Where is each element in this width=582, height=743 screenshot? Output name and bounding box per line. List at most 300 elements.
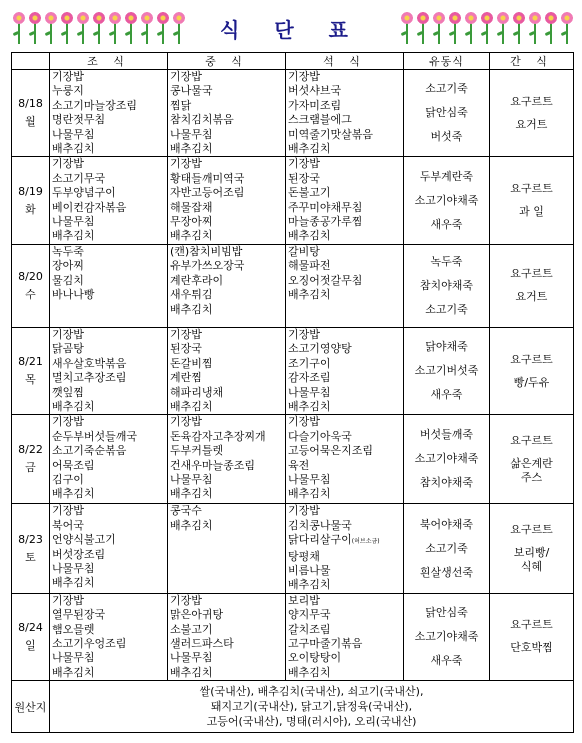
menu-item bbox=[168, 328, 285, 342]
menu-item-text: 배추김치 bbox=[170, 665, 213, 679]
menu-item-text: 조기구이 bbox=[288, 356, 331, 370]
menu-item bbox=[168, 430, 285, 444]
date-cell bbox=[12, 593, 50, 680]
menu-item bbox=[286, 666, 403, 680]
liquid-item: 두부계란죽 bbox=[419, 169, 474, 183]
menu-item-text: 기장밥 bbox=[170, 415, 202, 429]
date: 8/23 bbox=[18, 532, 43, 546]
liquid-cell bbox=[404, 504, 490, 593]
menu-item bbox=[286, 623, 403, 637]
menu-item bbox=[50, 172, 167, 186]
menu-item-text: 바나나빵 bbox=[52, 288, 95, 302]
menu-item-text: 미역줄기맛살볶음 bbox=[288, 127, 374, 141]
menu-item bbox=[168, 400, 285, 414]
menu-item bbox=[168, 594, 285, 608]
flower-icon bbox=[432, 10, 446, 44]
snack-item: 식혜 bbox=[520, 560, 543, 574]
menu-item bbox=[286, 578, 403, 592]
menu-item bbox=[50, 201, 167, 215]
menu-item bbox=[168, 608, 285, 622]
menu-item bbox=[168, 128, 285, 142]
menu-item-text: 멸치고추장조림 bbox=[52, 371, 127, 385]
menu-item-text: 버섯샤브국 bbox=[288, 84, 342, 98]
menu-item-text: 김구이 bbox=[52, 472, 84, 486]
menu-item bbox=[50, 342, 167, 356]
menu-item bbox=[50, 400, 167, 414]
menu-item-text: 배추김치 bbox=[288, 578, 331, 592]
menu-item-text: 배추김치 bbox=[288, 288, 331, 302]
menu-item bbox=[168, 113, 285, 127]
menu-item bbox=[286, 519, 403, 533]
flower-icon bbox=[560, 10, 574, 44]
menu-item-text: 기장밥 bbox=[288, 415, 320, 429]
origin-line: 고등어(국내산), 명태(러시아), 오리(국내산) bbox=[206, 715, 417, 729]
menu-item-text: 갈비탕 bbox=[288, 244, 320, 258]
menu-item-text: 보리밥 bbox=[288, 593, 320, 607]
liquid-item: 참치야채죽 bbox=[419, 278, 474, 292]
liquid-item: 소고기야채죽 bbox=[414, 452, 479, 466]
date: 8/18 bbox=[18, 97, 43, 111]
menu-item-text: 나물무침 bbox=[170, 651, 213, 665]
menu-item-text: 탕평채 bbox=[288, 549, 320, 563]
menu-item bbox=[286, 594, 403, 608]
menu-item-text: 마늘종공가루찜 bbox=[288, 215, 363, 229]
snack-item: 요구르트 bbox=[510, 182, 553, 196]
menu-item-text: 해물파전 bbox=[288, 259, 331, 273]
menu-item-text: 가자미조림 bbox=[288, 98, 342, 112]
date-cell bbox=[12, 504, 50, 593]
menu-item-text: 배추김치 bbox=[170, 302, 213, 316]
menu-item bbox=[286, 533, 403, 549]
day-row bbox=[12, 327, 574, 414]
menu-item bbox=[286, 274, 403, 288]
menu-item-text: 기장밥 bbox=[288, 327, 320, 341]
menu-item-text: 어묵조림 bbox=[52, 458, 95, 472]
snack-cell bbox=[490, 593, 574, 680]
menu-item bbox=[286, 357, 403, 371]
menu-item-text: 기장밥 bbox=[52, 504, 84, 518]
menu-item bbox=[50, 215, 167, 229]
menu-item-text: 배추김치 bbox=[170, 142, 213, 156]
menu-item bbox=[50, 459, 167, 473]
menu-item bbox=[286, 400, 403, 414]
menu-table bbox=[11, 52, 574, 733]
menu-item bbox=[50, 473, 167, 487]
origin-row bbox=[12, 681, 574, 733]
menu-item bbox=[286, 487, 403, 501]
date-cell bbox=[12, 70, 50, 157]
menu-item-text: 북어국 bbox=[52, 518, 84, 532]
date: 8/19 bbox=[18, 184, 43, 198]
header-snack: 간 식 bbox=[490, 53, 574, 70]
weekday: 토 bbox=[25, 550, 36, 564]
menu-item-text: 김치콩나물국 bbox=[288, 518, 352, 532]
date-cell bbox=[12, 244, 50, 327]
menu-item bbox=[168, 519, 285, 533]
menu-item-text: 기장밥 bbox=[170, 593, 202, 607]
menu-item bbox=[50, 608, 167, 622]
menu-item-text: 참치김치볶음 bbox=[170, 113, 234, 127]
menu-item bbox=[168, 473, 285, 487]
liquid-item: 소고기죽 bbox=[425, 541, 468, 555]
menu-item bbox=[286, 259, 403, 273]
menu-item bbox=[50, 637, 167, 651]
liquid-item: 새우죽 bbox=[430, 217, 463, 231]
menu-item-text: 나물무침 bbox=[288, 385, 331, 399]
menu-item-text: 황태들깨미역국 bbox=[170, 171, 245, 185]
menu-item-text: 된장국 bbox=[170, 342, 202, 356]
header-dinner: 석 식 bbox=[286, 53, 404, 70]
breakfast-cell bbox=[50, 157, 168, 244]
menu-item bbox=[168, 444, 285, 458]
menu-item bbox=[168, 371, 285, 385]
menu-item-text: 배추김치 bbox=[52, 665, 95, 679]
menu-item bbox=[286, 172, 403, 186]
snack-item: 보리빵/ bbox=[513, 546, 550, 560]
menu-item bbox=[50, 623, 167, 637]
menu-item-text: 배추김치 bbox=[288, 665, 331, 679]
liquid-cell bbox=[404, 157, 490, 244]
snack-item: 요구르트 bbox=[510, 94, 553, 108]
snack-item: 요거트 bbox=[515, 117, 548, 131]
origin-line: 쌀(국내산), 배추김치(국내산), 쇠고기(국내산), bbox=[199, 685, 424, 699]
lunch-cell bbox=[168, 327, 286, 414]
menu-item-text: 주꾸미야채무침 bbox=[288, 200, 363, 214]
menu-item-text: 두부양념구이 bbox=[52, 186, 116, 200]
day-row bbox=[12, 157, 574, 244]
menu-item bbox=[286, 473, 403, 487]
dinner-cell bbox=[286, 327, 404, 414]
menu-item bbox=[168, 186, 285, 200]
menu-item-text: (캔)참치비빔밥 bbox=[170, 244, 243, 258]
liquid-item: 새우죽 bbox=[430, 388, 463, 402]
menu-item-text: 배추김치 bbox=[52, 142, 95, 156]
flower-icon bbox=[512, 10, 526, 44]
menu-item-text: 오징어젓갈무침 bbox=[288, 273, 363, 287]
liquid-item: 버섯들깨죽 bbox=[419, 428, 474, 442]
menu-item-text: 버섯장조림 bbox=[52, 547, 106, 561]
menu-item-text: 기장밥 bbox=[52, 415, 84, 429]
menu-item-text: 스크램블에그 bbox=[288, 113, 352, 127]
snack-item: 요구르트 bbox=[510, 523, 553, 537]
menu-item-text: 녹두죽 bbox=[52, 244, 84, 258]
menu-item bbox=[286, 229, 403, 243]
flower-icon bbox=[528, 10, 542, 44]
menu-item-text: 배추김치 bbox=[170, 229, 213, 243]
menu-item bbox=[50, 288, 167, 302]
snack-item: 과 일 bbox=[519, 205, 544, 219]
snack-item: 요구르트 bbox=[510, 267, 553, 281]
lunch-cell bbox=[168, 593, 286, 680]
weekday: 월 bbox=[25, 115, 36, 129]
menu-item bbox=[286, 215, 403, 229]
menu-item-text: 콩국수 bbox=[170, 504, 202, 518]
menu-item bbox=[168, 70, 285, 84]
menu-item-text: 비름나물 bbox=[288, 563, 331, 577]
menu-item bbox=[168, 201, 285, 215]
menu-item-text: 닭곰탕 bbox=[52, 342, 84, 356]
liquid-cell bbox=[404, 593, 490, 680]
menu-item-text: 소고기영양탕 bbox=[288, 342, 352, 356]
menu-item bbox=[50, 245, 167, 259]
snack-cell bbox=[490, 70, 574, 157]
menu-item bbox=[286, 386, 403, 400]
date-cell bbox=[12, 415, 50, 504]
dinner-cell bbox=[286, 70, 404, 157]
menu-item bbox=[50, 259, 167, 273]
menu-item-text: 배추김치 bbox=[52, 229, 95, 243]
day-row bbox=[12, 244, 574, 327]
menu-item-text: 배추김치 bbox=[170, 487, 213, 501]
menu-item bbox=[286, 342, 403, 356]
menu-item-text: 배추김치 bbox=[52, 399, 95, 413]
menu-item bbox=[50, 328, 167, 342]
menu-item bbox=[168, 504, 285, 518]
liquid-item: 새우죽 bbox=[430, 653, 463, 667]
menu-item bbox=[168, 666, 285, 680]
menu-item bbox=[168, 215, 285, 229]
menu-item-text: 배추김치 bbox=[288, 399, 331, 413]
menu-item bbox=[286, 415, 403, 429]
menu-item-text: 언양식불고기 bbox=[52, 533, 116, 547]
liquid-item: 소고기야채죽 bbox=[414, 193, 479, 207]
page-title: 식 단 표 bbox=[220, 18, 362, 42]
menu-item-text: 계란찜 bbox=[170, 371, 202, 385]
menu-item bbox=[168, 415, 285, 429]
liquid-item: 닭안심죽 bbox=[425, 106, 468, 120]
menu-item-text: 맑은아귀탕 bbox=[170, 608, 224, 622]
menu-item-text: 닭다리살구이 bbox=[288, 533, 352, 547]
menu-item bbox=[286, 651, 403, 665]
liquid-item: 소고기죽 bbox=[425, 82, 468, 96]
snack-item: 요구르트 bbox=[510, 433, 553, 447]
snack-cell bbox=[490, 504, 574, 593]
menu-item bbox=[286, 157, 403, 171]
flower-icon bbox=[464, 10, 478, 44]
menu-item-text: 찜닭 bbox=[170, 98, 192, 112]
menu-item-text: 감자조림 bbox=[288, 371, 331, 385]
flower-icon bbox=[416, 10, 430, 44]
menu-item-text: 물김치 bbox=[52, 273, 84, 287]
menu-item-text: 돈갈비찜 bbox=[170, 356, 213, 370]
menu-item bbox=[168, 342, 285, 356]
menu-item bbox=[286, 637, 403, 651]
liquid-item: 버섯죽 bbox=[430, 130, 463, 144]
date: 8/21 bbox=[18, 355, 43, 369]
menu-item bbox=[168, 623, 285, 637]
menu-item-text: 기장밥 bbox=[170, 70, 202, 83]
liquid-item: 소고기야채죽 bbox=[414, 629, 479, 643]
origin-label: 원산지 bbox=[12, 681, 50, 733]
menu-item-text: 소고기우엉조림 bbox=[52, 636, 127, 650]
menu-item-text: 소고기마늘장조림 bbox=[52, 98, 138, 112]
menu-item bbox=[168, 229, 285, 243]
menu-item bbox=[50, 128, 167, 142]
menu-item bbox=[50, 487, 167, 501]
weekday: 일 bbox=[25, 638, 36, 652]
menu-item bbox=[50, 562, 167, 576]
menu-item-text: 나물무침 bbox=[52, 127, 95, 141]
dinner-cell bbox=[286, 244, 404, 327]
menu-item-text: 햄오믈렛 bbox=[52, 622, 95, 636]
menu-item-text: 계란후라이 bbox=[170, 273, 224, 287]
liquid-item: 닭안심죽 bbox=[425, 605, 468, 619]
snack-cell bbox=[490, 157, 574, 244]
origin-info bbox=[50, 681, 574, 733]
header-blank bbox=[12, 53, 50, 70]
menu-item bbox=[50, 142, 167, 156]
snack-item: 삶은계란 bbox=[510, 456, 553, 470]
menu-item-text: 순두부버섯들깨국 bbox=[52, 429, 138, 443]
menu-item bbox=[286, 245, 403, 259]
dinner-cell bbox=[286, 593, 404, 680]
menu-item bbox=[286, 201, 403, 215]
menu-item bbox=[50, 651, 167, 665]
liquid-item: 소고기죽 bbox=[425, 302, 468, 316]
breakfast-cell bbox=[50, 244, 168, 327]
breakfast-cell bbox=[50, 504, 168, 593]
weekday: 금 bbox=[25, 461, 36, 475]
menu-item bbox=[286, 608, 403, 622]
menu-item-text: 된장국 bbox=[288, 171, 320, 185]
menu-item-text: 깻잎찜 bbox=[52, 385, 84, 399]
snack-item: 단호박찜 bbox=[510, 641, 553, 655]
menu-item bbox=[50, 519, 167, 533]
menu-item bbox=[50, 533, 167, 547]
snack-item: 주스 bbox=[520, 470, 543, 484]
dinner-cell bbox=[286, 415, 404, 504]
menu-item-text: 고등어묵은지조림 bbox=[288, 444, 374, 458]
menu-item bbox=[168, 303, 285, 317]
lunch-cell bbox=[168, 70, 286, 157]
menu-item-text: 자반고등어조림 bbox=[170, 186, 245, 200]
menu-item bbox=[286, 371, 403, 385]
menu-item bbox=[50, 274, 167, 288]
menu-item bbox=[286, 459, 403, 473]
menu-item bbox=[286, 288, 403, 302]
menu-item-text: 베이컨감자볶음 bbox=[52, 200, 127, 214]
date: 8/20 bbox=[18, 269, 43, 283]
date: 8/24 bbox=[18, 620, 43, 634]
menu-item bbox=[168, 386, 285, 400]
liquid-item: 참치야채죽 bbox=[419, 476, 474, 490]
menu-item-text: 배추김치 bbox=[170, 399, 213, 413]
menu-item bbox=[168, 142, 285, 156]
menu-item-text: 누룽지 bbox=[52, 84, 84, 98]
menu-item-text: 배추김치 bbox=[170, 518, 213, 532]
menu-item bbox=[50, 594, 167, 608]
menu-item bbox=[168, 99, 285, 113]
menu-item-note: (허브소금) bbox=[351, 538, 380, 546]
header bbox=[0, 0, 582, 50]
liquid-item: 닭야채죽 bbox=[425, 340, 468, 354]
menu-item-text: 기장밥 bbox=[52, 327, 84, 341]
menu-item-text: 배추김치 bbox=[52, 576, 95, 590]
snack-item: 요구르트 bbox=[510, 618, 553, 632]
menu-item-text: 새우살호박볶음 bbox=[52, 356, 127, 370]
liquid-cell bbox=[404, 327, 490, 414]
snack-cell bbox=[490, 327, 574, 414]
menu-item bbox=[50, 84, 167, 98]
liquid-cell bbox=[404, 70, 490, 157]
flower-icon bbox=[448, 10, 462, 44]
dinner-cell bbox=[286, 157, 404, 244]
menu-item-text: 기장밥 bbox=[52, 593, 84, 607]
weekday: 화 bbox=[25, 202, 36, 216]
menu-item-text: 기장밥 bbox=[288, 70, 320, 83]
menu-item-text: 소불고기 bbox=[170, 622, 213, 636]
menu-item-text: 소고기무국 bbox=[52, 171, 106, 185]
liquid-cell bbox=[404, 244, 490, 327]
menu-item bbox=[168, 172, 285, 186]
breakfast-cell bbox=[50, 327, 168, 414]
menu-item bbox=[168, 459, 285, 473]
menu-item bbox=[168, 288, 285, 302]
liquid-cell bbox=[404, 415, 490, 504]
snack-cell bbox=[490, 415, 574, 504]
menu-item bbox=[50, 357, 167, 371]
menu-item-text: 열무된장국 bbox=[52, 608, 106, 622]
breakfast-cell bbox=[50, 593, 168, 680]
menu-item-text: 기장밥 bbox=[288, 504, 320, 518]
menu-item bbox=[50, 371, 167, 385]
menu-item-text: 나물무침 bbox=[52, 651, 95, 665]
liquid-item: 녹두죽 bbox=[430, 254, 463, 268]
menu-item bbox=[286, 142, 403, 156]
menu-item bbox=[50, 548, 167, 562]
menu-item-text: 샐러드파스타 bbox=[170, 636, 234, 650]
liquid-item: 북어야채죽 bbox=[419, 517, 474, 531]
menu-item bbox=[50, 430, 167, 444]
menu-item-text: 나물무침 bbox=[52, 561, 95, 575]
menu-item bbox=[168, 487, 285, 501]
menu-item bbox=[50, 444, 167, 458]
date-cell bbox=[12, 327, 50, 414]
menu-item bbox=[286, 444, 403, 458]
dinner-cell bbox=[286, 504, 404, 593]
menu-item bbox=[286, 550, 403, 564]
flower-icon bbox=[480, 10, 494, 44]
flower-icon bbox=[544, 10, 558, 44]
menu-item bbox=[50, 576, 167, 590]
menu-item bbox=[50, 415, 167, 429]
menu-item-text: 배추김치 bbox=[288, 142, 331, 156]
header-lunch: 중 식 bbox=[168, 53, 286, 70]
lunch-cell bbox=[168, 244, 286, 327]
menu-item-text: 콩나물국 bbox=[170, 84, 213, 98]
snack-item: 요거트 bbox=[515, 290, 548, 304]
flower-icon bbox=[496, 10, 510, 44]
snack-item: 빵/두유 bbox=[513, 375, 550, 389]
menu-item bbox=[286, 70, 403, 84]
menu-item-text: 나물무침 bbox=[170, 472, 213, 486]
lunch-cell bbox=[168, 504, 286, 593]
menu-item-text: 양지무국 bbox=[288, 608, 331, 622]
snack-cell bbox=[490, 244, 574, 327]
menu-item-text: 명란젓무침 bbox=[52, 113, 106, 127]
menu-item bbox=[50, 70, 167, 84]
menu-item-text: 장아찌 bbox=[52, 259, 84, 273]
menu-item-text: 오이탕탕이 bbox=[288, 651, 342, 665]
day-row bbox=[12, 415, 574, 504]
lunch-cell bbox=[168, 415, 286, 504]
menu-item-text: 기장밥 bbox=[52, 157, 84, 171]
menu-item bbox=[168, 157, 285, 171]
menu-item-text: 무장아찌 bbox=[170, 215, 213, 229]
menu-item-text: 새우튀김 bbox=[170, 288, 213, 302]
day-row bbox=[12, 70, 574, 157]
menu-item-text: 기장밥 bbox=[288, 157, 320, 171]
